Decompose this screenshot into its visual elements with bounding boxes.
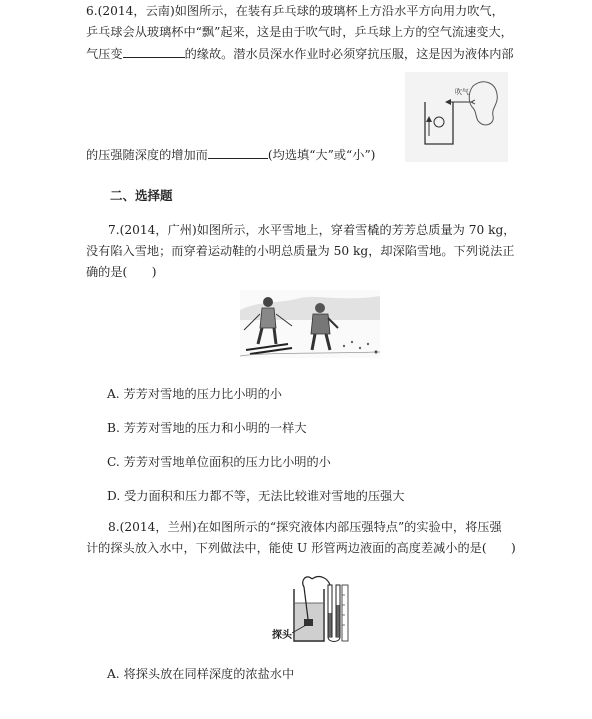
q7-line-2: 没有陷入雪地；而穿着运动鞋的小明总质量为 50 kg，却深陷雪地。下列说法正 bbox=[86, 244, 515, 258]
q6-fig-label: 吹气 bbox=[455, 88, 469, 96]
q6-line-4 bbox=[86, 145, 375, 164]
q6-blank-1[interactable] bbox=[123, 44, 185, 58]
q6-line-4-end: (均选填“大”或“小”) bbox=[267, 148, 376, 162]
q7-option-c[interactable]: C. 芳芳对雪地单位面积的压力比小明的小 bbox=[107, 455, 331, 469]
q6-line-4-start: 的压强随深度的增加而 bbox=[86, 148, 208, 162]
q7-option-a[interactable]: A. 芳芳对雪地的压力比小明的小 bbox=[107, 387, 282, 401]
q7-figure bbox=[240, 290, 380, 358]
q7-line-3: 确的是( ) bbox=[86, 265, 157, 279]
section-title: 二、选择题 bbox=[110, 188, 173, 203]
q6-line-3-end: 的缘故。潜水员深水作业时必须穿抗压服，这是因为液体内部 bbox=[184, 47, 514, 61]
cup-blow-illustration bbox=[405, 72, 508, 162]
q6-line-2: 乒乓球会从玻璃杯中“飘”起来，这是由于吹气时，乒乓球上方的空气流速变大， bbox=[86, 25, 513, 39]
q6-blank-2[interactable] bbox=[208, 145, 268, 159]
q8-figure bbox=[272, 575, 350, 647]
q6-line-1: 6.(2014，云南)如图所示，在装有乒乓球的玻璃杯上方沿水平方向用力吹气， bbox=[86, 4, 504, 18]
q7-option-d[interactable]: D. 受力面积和压力都不等，无法比较谁对雪地的压强大 bbox=[107, 489, 405, 503]
q6-line-3-start: 气压变 bbox=[86, 47, 123, 61]
q6-figure bbox=[405, 72, 508, 162]
q8-line-1: 8.(2014，兰州)在如图所示的“探究液体内部压强特点”的实验中，将压强 bbox=[108, 520, 502, 534]
q8-line-2: 计的探头放入水中，下列做法中，能使 U 形管两边液面的高度差减小的是( ) bbox=[86, 541, 516, 555]
q8-fig-label: 探头 bbox=[272, 630, 292, 641]
snow-figures-illustration bbox=[240, 290, 380, 358]
q7-option-b[interactable]: B. 芳芳对雪地的压力和小明的一样大 bbox=[107, 421, 307, 435]
q7-line-1: 7.(2014，广州)如图所示，水平雪地上，穿着雪橇的芳芳总质量为 70 kg， bbox=[108, 223, 516, 237]
q8-option-a[interactable]: A. 将探头放在同样深度的浓盐水中 bbox=[107, 667, 295, 681]
q6-line-3 bbox=[86, 44, 514, 63]
